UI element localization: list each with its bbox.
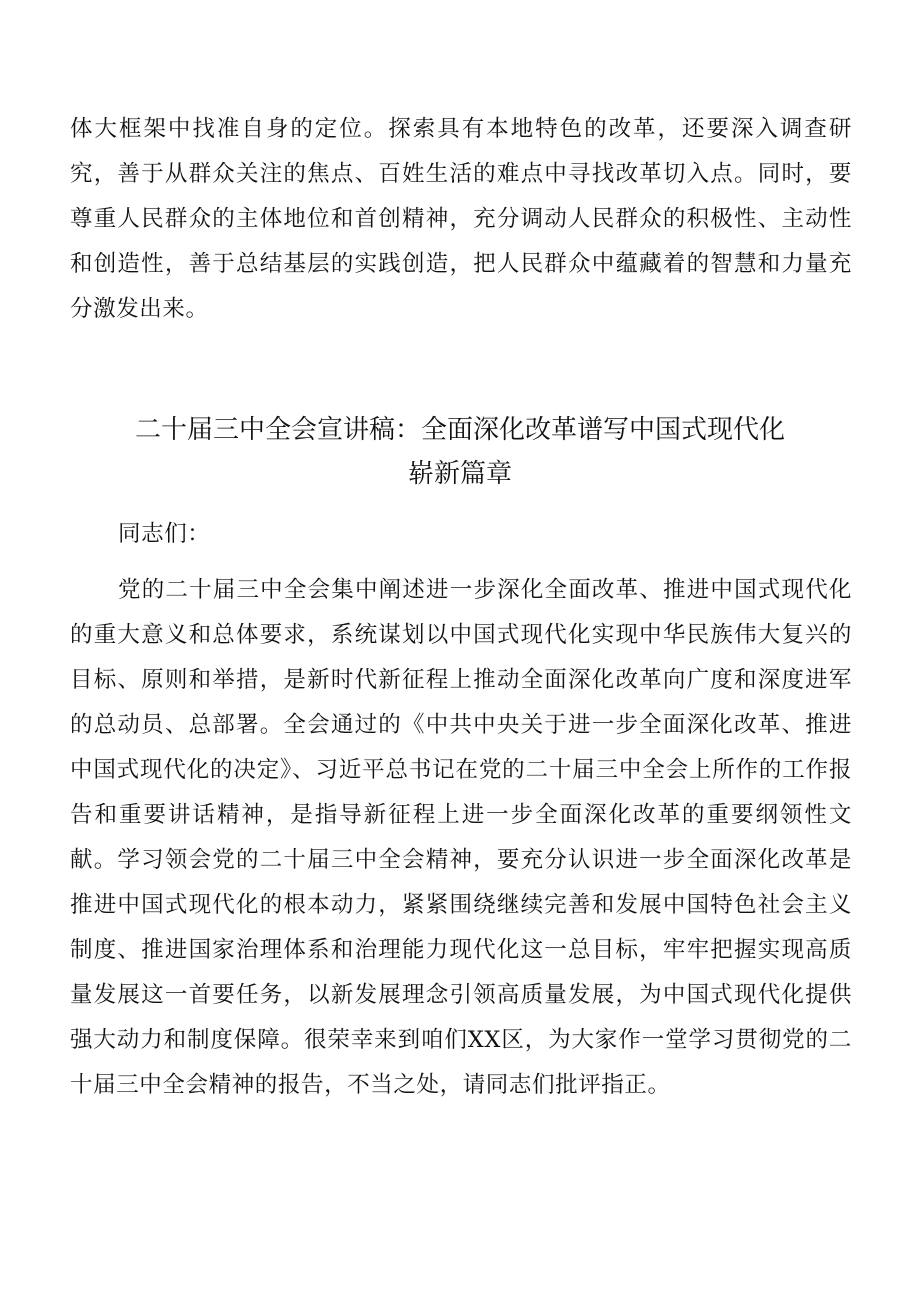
title-line-2: 崭新篇章: [407, 459, 512, 489]
title-line-1: 二十届三中全会宣讲稿：全面深化改革谱写中国式现代化: [134, 415, 785, 445]
body-paragraph: 党的二十届三中全会集中阐述进一步深化全面改革、推进中国式现代化的重大意义和总体要求，系统谋划以中国式现代化实现中华民族伟大复兴的目标、原则和举措，是新时代新征程上推动全面深化改革向广度和深度进军的总动员、总部署。全会通过的《中共中央关于进一步全面深化改革、推进中国式现代化的决定》、习近平总书记在党的二十届三中全会上所作的工作报告和重要讲话精神，是指导新征程上进一步全面深化改革的重要纲领性文献。学习领会党的二十届三中全会精神，要充分认识进一步全面深化改革是推进中国式现代化的根本动力，紧紧围绕继续完善和发展中国特色社会主义制度、推进国家治理体系和治理能力现代化这一总目标，牢牢把握实现高质量发展这一首要任务，以新发展理念引领高质量发展，为中国式现代化提供强大动力和制度保障。很荣幸来到咱们XX区，为大家作一堂学习贯彻党的二十届三中全会精神的报告，不当之处，请同志们批评指正。: [70, 577, 852, 1098]
page-title: [60, 408, 860, 496]
continued-paragraph: 体大框架中找准自身的定位。探索具有本地特色的改革，还要深入调查研究，善于从群众关注的焦点、百姓生活的难点中寻找改革切入点。同时，要尊重人民群众的主体地位和首创精神，充分调动人民群众的积极性、主动性和创造性，善于总结基层的实践创造，把人民群众中蕴藏着的智慧和力量充分激发出来。: [70, 116, 852, 322]
salutation: 同志们：: [118, 521, 211, 547]
